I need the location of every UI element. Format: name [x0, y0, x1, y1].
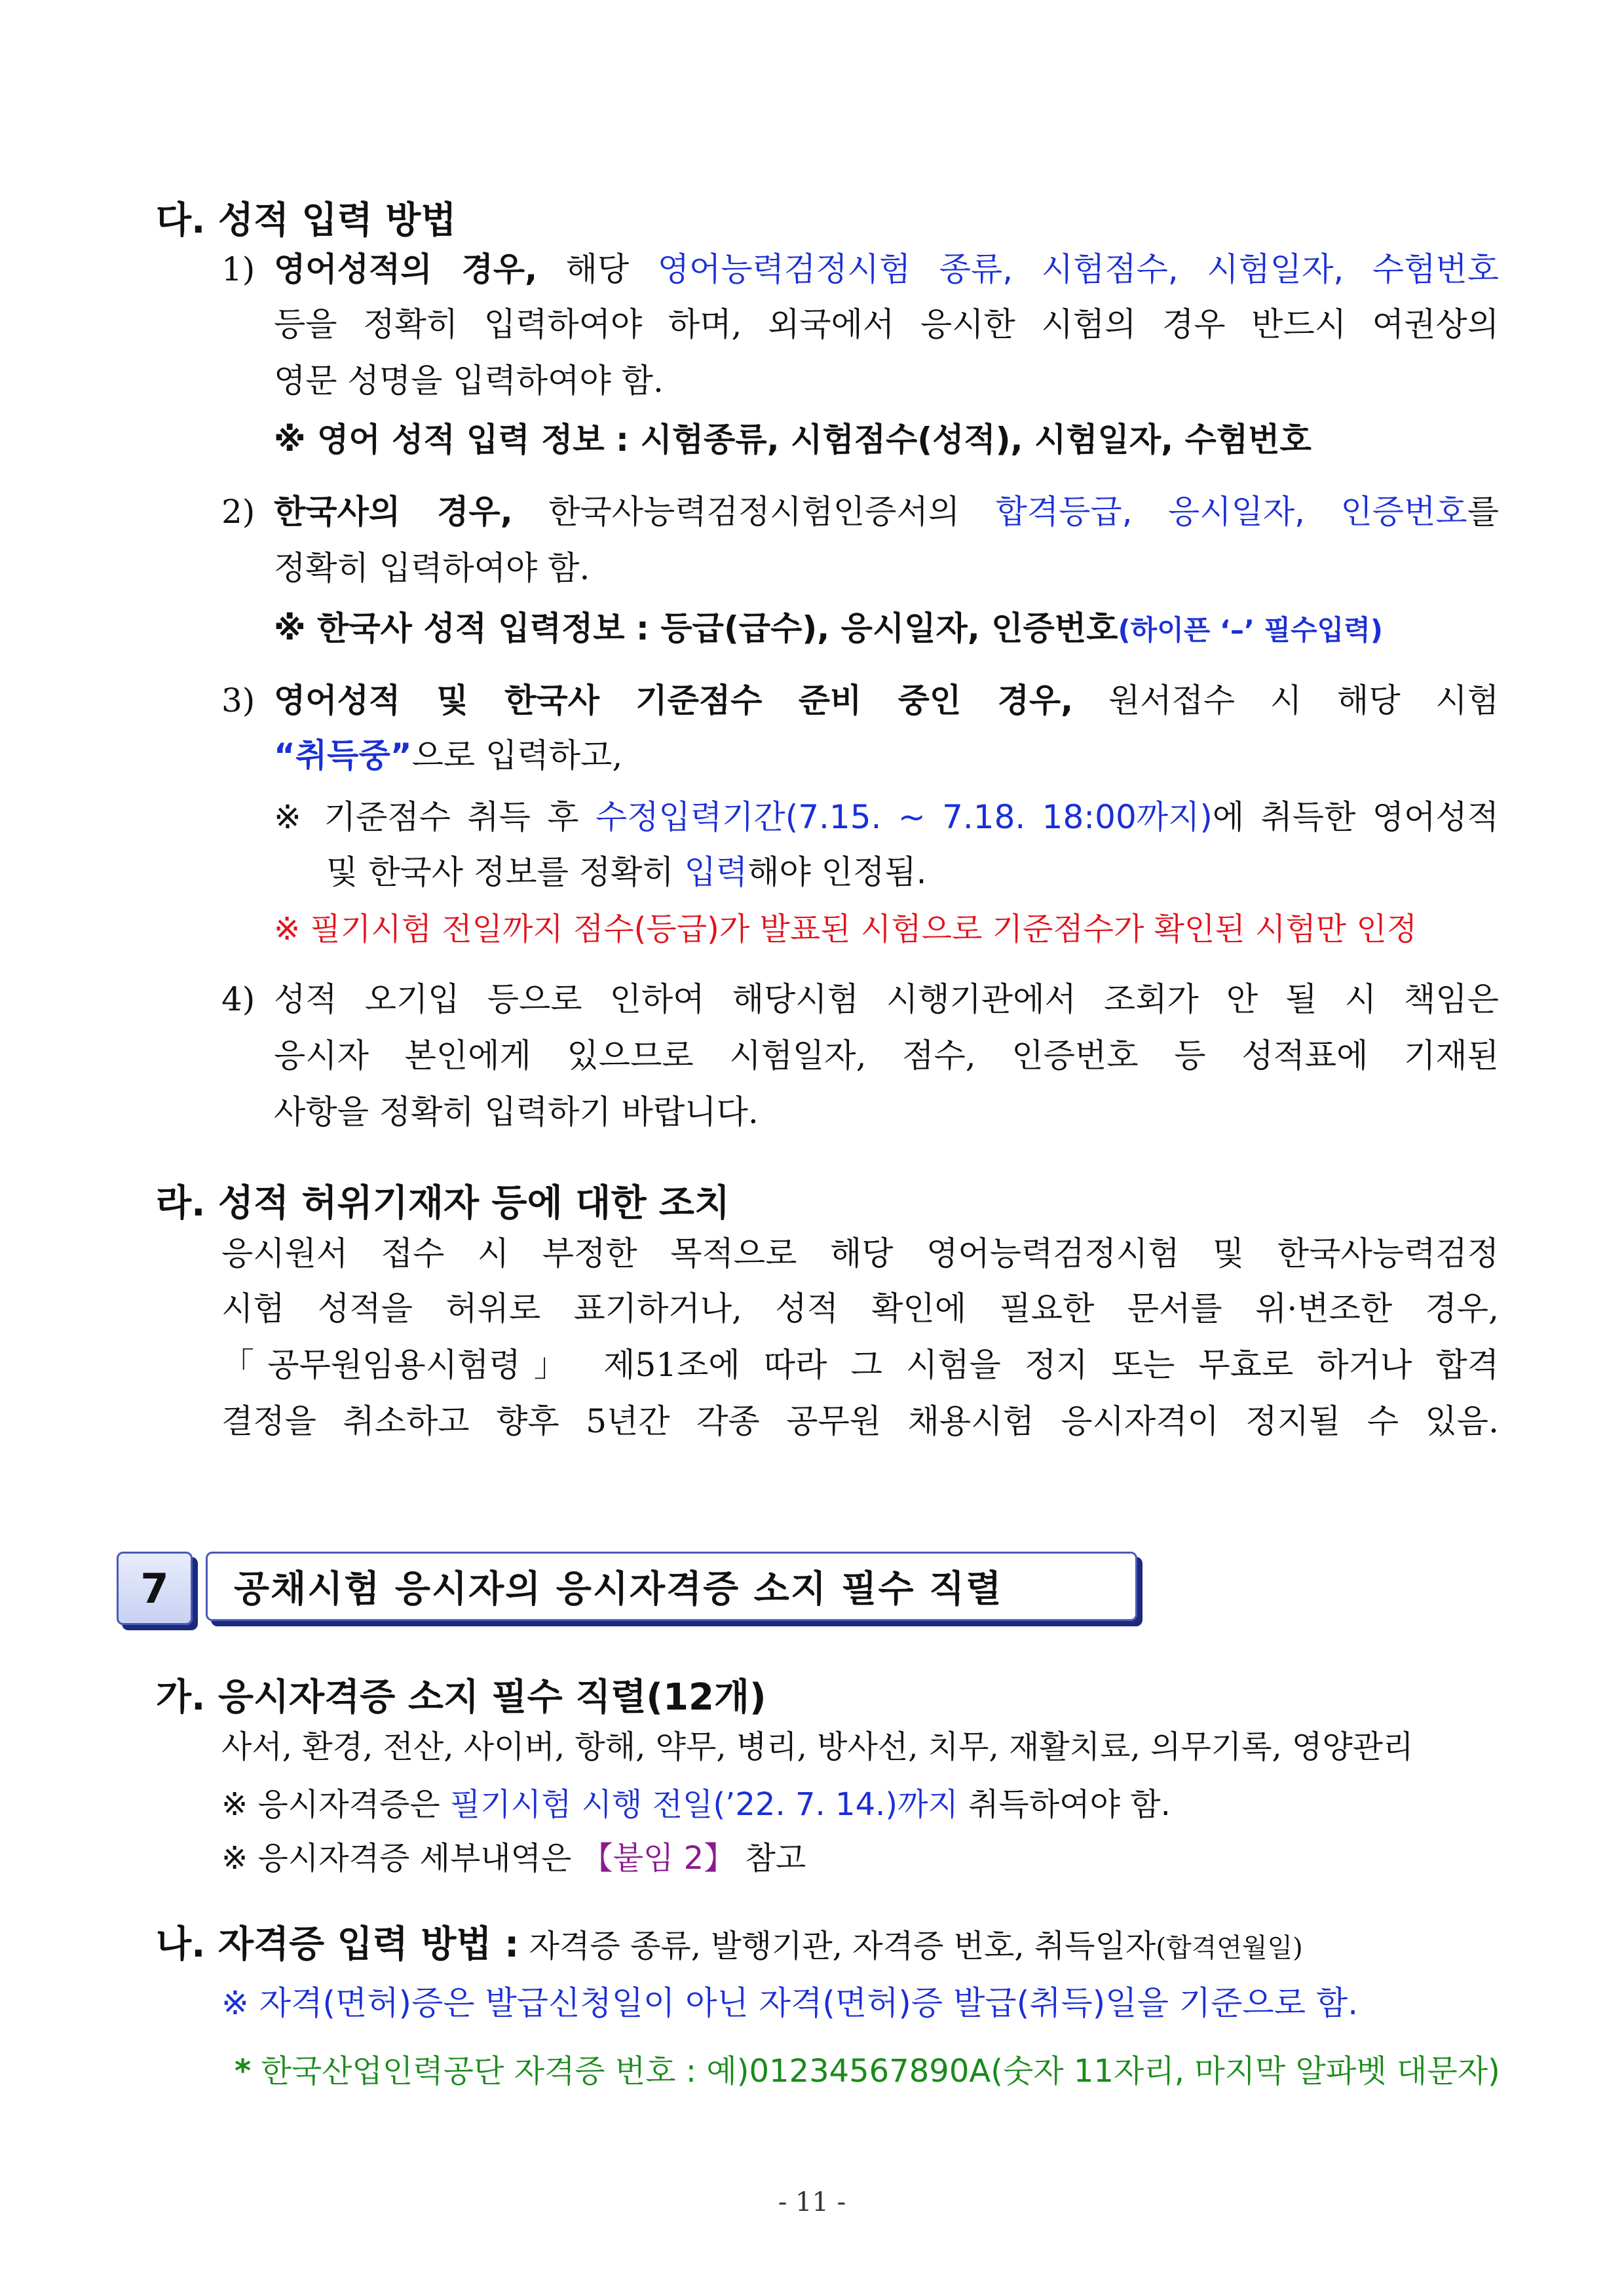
item1-text: 해당 [537, 250, 658, 288]
item3-text: 원서접수 시 해당 시험 [1073, 681, 1499, 719]
ra-line4: 결정을 취소하고 향후 5년간 각종 공무원 채용시험 응시자격이 정지될 수 있음. [221, 1402, 1499, 1440]
item4-line1 [221, 980, 1499, 1018]
item4-line2: 응시자 본인에게 있으므로 시험일자, 점수, 인증번호 등 성적표에 기재된 [274, 1037, 1499, 1075]
section-title-box: 공채시험 응시자의 응시자격증 소지 필수 직렬 [206, 1552, 1137, 1621]
ra-line2: 시험 성적을 허위로 표기하거나, 성적 확인에 필요한 문서를 위·변조한 경우, [221, 1290, 1499, 1328]
item1-highlight: 영어능력검정시험 종류, 시험점수, 시험일자, 수험번호 [657, 250, 1499, 288]
item3-note1-a: ※ 기준점수 취득 후 [274, 798, 595, 836]
item1-line1 [221, 250, 1499, 288]
item1-number: 1) [221, 250, 255, 288]
item3-line2-text: 으로 입력하고, [411, 737, 623, 775]
item2-number: 2) [221, 493, 255, 531]
section-number-box: 7 [117, 1552, 193, 1625]
na-star: * [235, 2053, 252, 2090]
item4-text: 성적 오기입 등으로 인하여 해당시험 시행기관에서 조회가 안 될 시 책임은 [274, 980, 1499, 1018]
item3-note1 [274, 798, 1499, 836]
heading-da: 다. 성적 입력 방법 [156, 199, 457, 242]
item2-text: 한국사능력검정시험인증서의 [512, 493, 996, 531]
na-desc-small: (합격연월일) [1156, 1933, 1303, 1963]
item1-line2: 등을 정확히 입력하여야 하며, 외국에서 응시한 시험의 경우 반드시 여권상의 [274, 305, 1499, 343]
item2-note [274, 609, 1384, 647]
page-number: - 11 - [778, 2187, 846, 2217]
item3-note1-c: 에 취득한 영어성적 [1212, 798, 1499, 836]
ra-line3: 「공무원임용시험령」 제51조에 따라 그 시험을 정지 또는 무효로 하거나 합격 [221, 1346, 1499, 1384]
na-heading-line [156, 1923, 1303, 1966]
item1-note: ※ 영어 성적 입력 정보 : 시험종류, 시험점수(성적), 시험일자, 수험번호 [274, 421, 1312, 459]
item2-suffix: 를 [1467, 493, 1499, 531]
item2-lead: 한국사의 경우, [274, 493, 513, 531]
item2-note-text: ※ 한국사 성적 입력정보 : 등급(급수), 응시일자, 인증번호 [274, 609, 1118, 647]
ga-note2-c: 참고 [735, 1840, 806, 1877]
heading-ga: 가. 응시자격증 소지 필수 직렬(12개) [156, 1676, 766, 1719]
item4-number: 4) [221, 980, 255, 1018]
ga-note1-a: ※ 응시자격증은 [221, 1786, 450, 1823]
item3-input-word: 입력 [684, 853, 748, 891]
item3-number: 3) [221, 681, 255, 719]
na-reference-text: 한국산업인력공단 자격증 번호 : 예)01234567890A(숫자 11자리, 마지막 알파벳 대문자) [251, 2053, 1500, 2090]
ga-note1-c: 취득하여야 함. [958, 1786, 1171, 1823]
heading-ra: 라. 성적 허위기재자 등에 대한 조치 [156, 1182, 730, 1225]
item3-line1 [221, 681, 1499, 719]
ga-deadline: 필기시험 시행 전일(’22. 7. 14.)까지 [449, 1786, 958, 1823]
ga-job-list: 사서, 환경, 전산, 사이버, 항해, 약무, 병리, 방사선, 치무, 재활치료, 의무기록, 영양관리 [221, 1729, 1414, 1765]
ga-note2-a: ※ 응시자격증 세부내역은 [221, 1840, 582, 1877]
item2-line1 [221, 493, 1499, 531]
item3-note2 [326, 853, 927, 891]
item3-note2-c: 해야 인정됨. [747, 853, 927, 891]
item4-line3: 사항을 정확히 입력하기 바랍니다. [274, 1093, 759, 1131]
item3-acquiring: “취득중” [274, 737, 412, 775]
na-desc: 자격증 종류, 발행기관, 자격증 번호, 취득일자 [519, 1928, 1156, 1964]
heading-na: 나. 자격증 입력 방법 : [156, 1923, 519, 1966]
item1-line3: 영문 성명을 입력하여야 함. [274, 362, 664, 400]
item3-line2 [274, 737, 623, 775]
item1-lead: 영어성적의 경우, [274, 250, 538, 288]
item3-note2-a: 및 한국사 정보를 정확히 [326, 853, 685, 891]
item3-note3: ※ 필기시험 전일까지 점수(등급)가 발표된 시험으로 기준점수가 확인된 시험만 인정 [274, 911, 1418, 947]
item3-edit-period: 수정입력기간(7.15. ~ 7.18. 18:00까지) [595, 798, 1213, 836]
ga-note1 [221, 1786, 1171, 1823]
ra-line1: 응시원서 접수 시 부정한 목적으로 해당 영어능력검정시험 및 한국사능력검정 [221, 1234, 1499, 1272]
item2-line2: 정확히 입력하여야 함. [274, 549, 590, 587]
item2-highlight: 합격등급, 응시일자, 인증번호 [995, 493, 1467, 531]
na-note: ※ 자격(면허)증은 발급신청일이 아닌 자격(면허)증 발급(취득)일을 기준으로 함. [221, 1984, 1359, 2022]
ga-note2 [221, 1840, 806, 1877]
na-reference [235, 2046, 1500, 2091]
item3-lead: 영어성적 및 한국사 기준점수 준비 중인 경우, [274, 681, 1074, 719]
item2-note-hyphen: (하이픈 ‘–’ 필수입력) [1118, 614, 1384, 646]
ga-attachment-ref: 【붙임 2】 [581, 1840, 736, 1877]
